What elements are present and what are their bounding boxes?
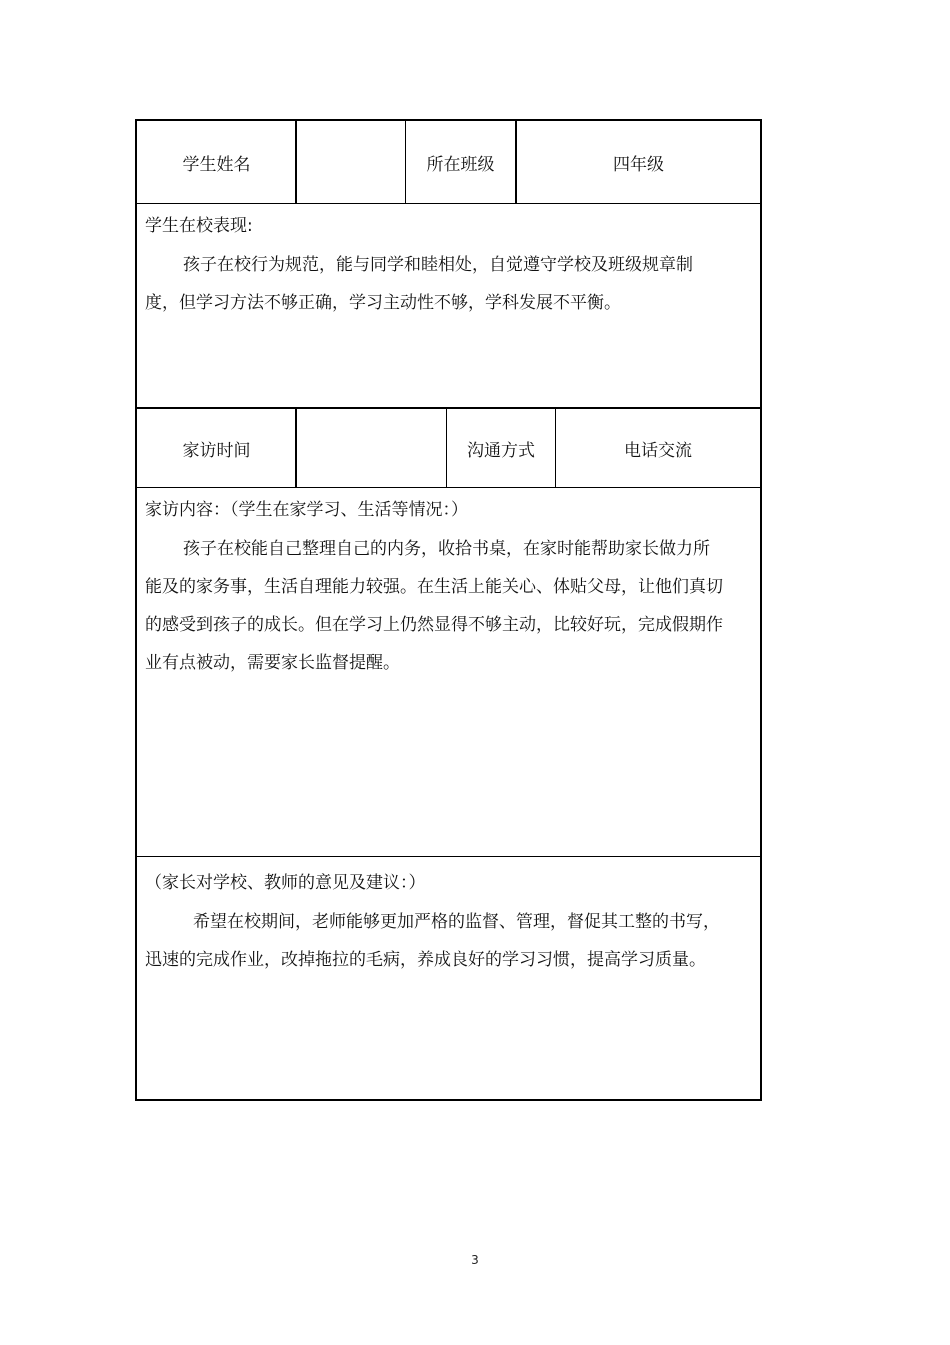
school-performance-heading: 学生在校表现: bbox=[145, 216, 253, 236]
visit-content-text: 孩子在校能自己整理自己的内务，收拾书桌，在家时能帮助家长做力所能及的家务事，生活自理能力较强。在生活上能关心、体贴父母，让他们真切的感受到孩子的成长。但在学习上仍然显得不够主动，比较好玩，完成假期作业有点被动，需要家长监督提醒。 bbox=[145, 539, 723, 673]
visit-content-heading: 家访内容：（学生在家学习、生活等情况：） bbox=[145, 500, 468, 520]
school-performance-section bbox=[137, 204, 760, 407]
parent-suggestions-text: 希望在校期间，老师能够更加严格的监督、管理，督促其工整的书写，迅速的完成作业，改掉拖拉的毛病，养成良好的学习习惯，提高学习质量。 bbox=[145, 912, 720, 970]
class-label: 所在班级 bbox=[426, 154, 495, 175]
visit-info-row bbox=[137, 409, 760, 487]
visit-time-label: 家访时间 bbox=[182, 440, 251, 461]
parent-suggestions-heading: （家长对学校、教师的意见及建议：） bbox=[145, 873, 426, 893]
contact-method-label: 沟通方式 bbox=[467, 440, 535, 461]
parent-suggestions-section bbox=[137, 861, 760, 1099]
page-number: 3 bbox=[471, 1253, 479, 1267]
school-performance-text: 孩子在校行为规范，能与同学和睦相处，自觉遵守学校及班级规章制度，但学习方法不够正确，学习主动性不够，学科发展不平衡。 bbox=[145, 255, 693, 313]
home-visit-form bbox=[135, 119, 762, 1101]
visit-time-value bbox=[297, 409, 446, 487]
class-value: 四年级 bbox=[613, 154, 664, 175]
visit-content-section bbox=[137, 488, 760, 856]
student-info-row bbox=[137, 121, 760, 203]
student-name-value bbox=[297, 121, 405, 203]
student-name-label: 学生姓名 bbox=[182, 154, 251, 175]
contact-method-value: 电话交流 bbox=[624, 440, 692, 461]
